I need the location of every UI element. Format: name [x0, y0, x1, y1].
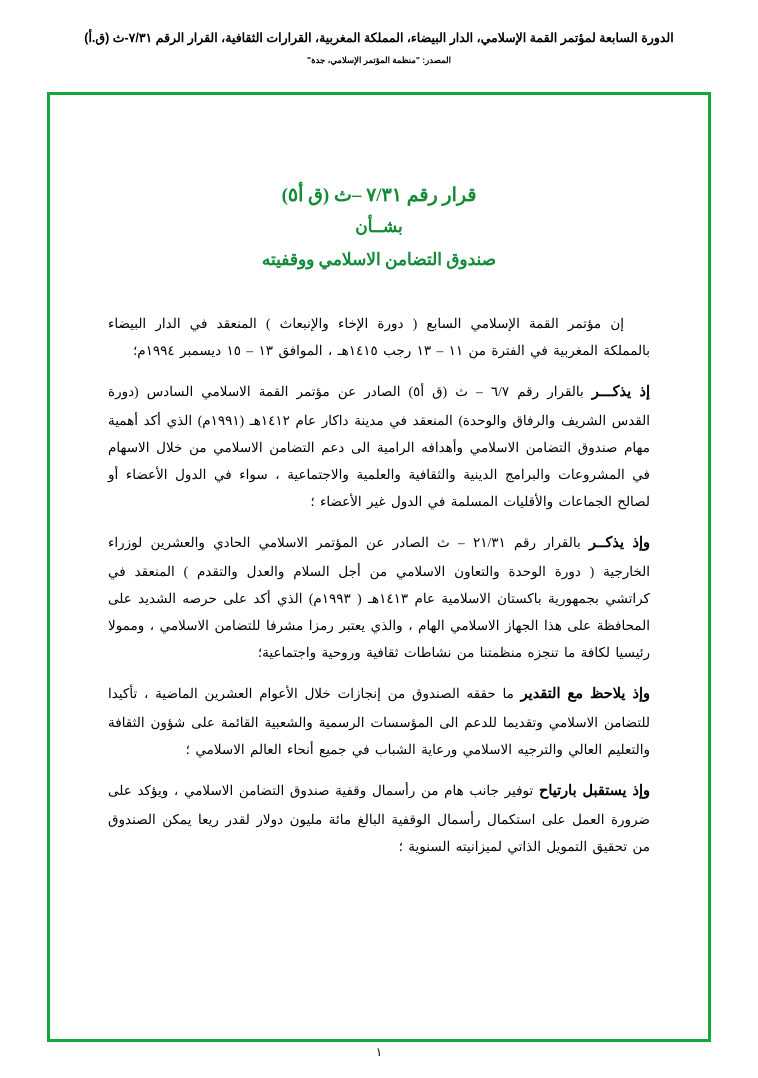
green-border-frame — [47, 92, 711, 1042]
resolution-title-block — [108, 181, 650, 276]
paragraph-text: ما حققه الصندوق من إنجازات خلال الأعوام العشرين الماضية ، تأكيدا للتضامن الاسلامي وتقديما للدعم الى المؤسسات الرسمية والشعبية القائمة على شؤون الثقافة والتعليم العالي والترجيه الاسلامي ورعاية الشباب في جميع أنحاء العالم الاسلامي ؛ — [108, 685, 650, 757]
document-header — [0, 30, 758, 66]
paragraph-recalling-1 — [108, 378, 650, 515]
header-title: الدورة السابعة لمؤتمر القمة الإسلامي، الدار البيضاء، المملكة المغربية، القرارات الثقافية، القرار الرقم ٧/٣١-ث (ق.أ) — [84, 31, 674, 45]
paragraph-welcoming — [108, 777, 650, 860]
paragraph-recalling-2 — [108, 529, 650, 666]
paragraph-lead: وإذ يستقبل بارتياح — [538, 782, 651, 799]
paragraph-text: إن مؤتمر القمة الإسلامي السابع ( دورة الإخاء والإنبعاث ) المنعقد في الدار البيضاء بالمملكة المغربية في الفترة من ١١ – ١٣ رجب ١٤١٥هـ ، الموافق ١٣ – ١٥ ديسمبر ١٩٩٤م؛ — [108, 315, 650, 358]
paragraph-lead: وإذ يلاحظ مع التقدير — [520, 685, 650, 702]
paragraph-text: بالقرار رقم ٦/٧ – ث (ق أ٥) الصادر عن مؤتمر القمة الاسلامي السادس (دورة القدس الشريف والرفاق والوحدة) المنعقد في مدينة داكار عام ١٤١٢هـ (١٩٩١م) الذي أكد أهمية مهام صندوق التضامن الاسلامي وأهدافه الرامية الى دعم التضامن الاسلامي من خلال الاسهام في المشروعات والبرامج الدينية والثقافية والعلمية والاجتماعية ، سواء في الدول الأعضاء أو لصالح الجماعات والأقليات المسلمة في الدول غير الأعضاء ؛ — [108, 383, 650, 509]
document-body — [50, 95, 708, 1039]
header-source: المصدر: "منظمة المؤتمر الإسلامي، جدة" — [307, 54, 451, 65]
page-number: ١ — [375, 1045, 383, 1059]
paragraph-lead: إذ يذكـــر — [591, 383, 650, 400]
paragraph-noting-with-appreciation — [108, 680, 650, 763]
paragraph-text: توفير جانب هام من رأسمال وقفية صندوق التضامن الاسلامي ، ويؤكد على ضرورة العمل على استكمال رأسمال الوقفية البالغ مائة مليون دولار لقدر ريعا يمكن الصندوق من تحقيق التمويل الذاتي لميزانيته السنوية ؛ — [108, 782, 650, 854]
resolution-subject-label: بشــأن — [355, 217, 403, 237]
resolution-number: قرار رقم ٧/٣١ –ث (ق أ٥) — [281, 185, 477, 206]
paragraph-preamble — [108, 310, 650, 364]
resolution-subject: صندوق التضامن الاسلامي ووقفيته — [261, 249, 497, 269]
paragraph-lead: وإذ يذكــر — [588, 534, 650, 551]
paragraph-text: بالقرار رقم ٢١/٣١ – ث الصادر عن المؤتمر الاسلامي الحادي والعشرين لوزراء الخارجية ( دورة الوحدة والتعاون الاسلامي من أجل السلام والعدل والتقدم ) المنعقد في كراتشي بجمهورية باكستان الاسلامية عام ١٤١٣هـ ( ١٩٩٣م) الذي أكد على حرصه الشديد على المحافظة على هذا الجهاز الاسلامي الهام ، والذي يعتبر رمزا مشرفا للتضامن الاسلامي ، وممولا رئيسيا لكافة ما تنجزه منظمتنا من نشاطات ثقافية وروحية واجتماعية؛ — [108, 534, 650, 660]
